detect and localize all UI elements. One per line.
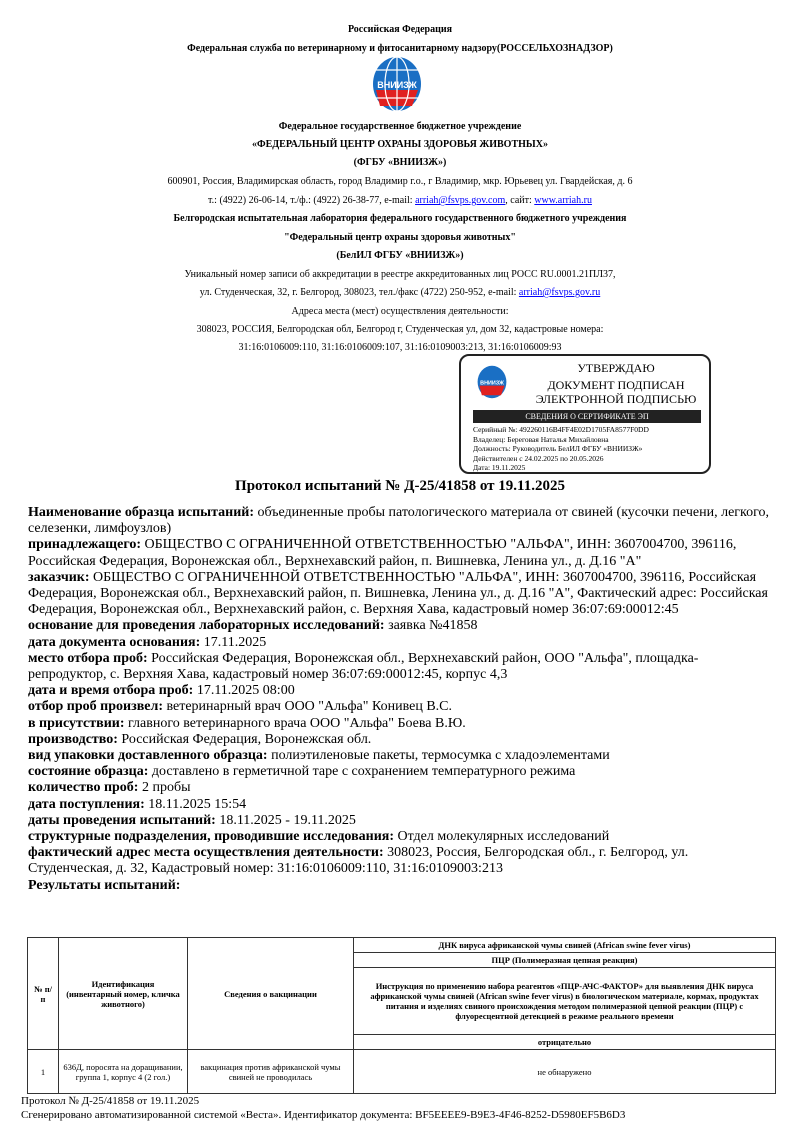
stamp-cert-info bbox=[473, 425, 649, 473]
header-service: Федеральная служба по ветеринарному и фитосанитарному надзору(РОССЕЛЬХОЗНАДЗОР) bbox=[187, 43, 613, 54]
field-value: ОБЩЕСТВО С ОГРАНИЧЕННОЙ ОТВЕТСТВЕННОСТЬЮ "АЛЬФА", ИНН: 3607004700, 396116, Российская Федерация, Воронежская обл., Верхнехавский район, п. Вишневка, Ленина ул., д. Д.16 "А", Фактический адрес: Российская Федерация, Воронежская обл., Верхнехавский район, с. Верхняя Хава, кадастровый номер 36:07:69:00012:45 bbox=[28, 569, 768, 618]
field-label: в присутствии: bbox=[28, 715, 125, 731]
header-address: 600901, Россия, Владимирская область, город Владимир г.о., г Владимир, мкр. Юрьевец ул. Гвардейская, д. 6 bbox=[167, 176, 633, 187]
field-row bbox=[28, 764, 773, 780]
e-signature-stamp bbox=[459, 354, 711, 474]
field-label: производство: bbox=[28, 731, 118, 747]
field-row bbox=[28, 570, 773, 619]
field-row bbox=[28, 683, 773, 699]
field-value: доставлено в герметичной таре с сохранением температурного режима bbox=[148, 764, 576, 780]
cell-result: не обнаружено bbox=[354, 1050, 776, 1094]
header-places-title: Адреса места (мест) осуществления деятельности: bbox=[291, 306, 509, 317]
field-value: 18.11.2025 15:54 bbox=[144, 796, 247, 812]
site-link[interactable]: www.arriah.ru bbox=[534, 195, 592, 206]
field-row bbox=[28, 635, 773, 651]
field-label: принадлежащего: bbox=[28, 537, 141, 553]
stamp-approve: УТВЕРЖДАЮ bbox=[577, 361, 655, 375]
cell-vacc: вакцинация против африканской чумы свиней не проводилась bbox=[188, 1050, 354, 1094]
contacts-text: т.: (4922) 26-06-14, т./ф.: (4922) 26-38-77, e-mail: bbox=[208, 195, 416, 206]
sample-details bbox=[28, 505, 773, 894]
field-row bbox=[28, 699, 773, 715]
col-id-header: Идентификация (инвентарный номер, кличка животного) bbox=[59, 938, 188, 1050]
header-norm: отрицательно bbox=[354, 1035, 776, 1050]
field-value: 308023, Россия, Белгородская обл., г. Белгород, ул. Студенческая, д. 32, Кадастровый номер: 31:16:0106009:110, 31:16:0109003:213 bbox=[28, 845, 689, 877]
field-value: 18.11.2025 - 19.11.2025 bbox=[215, 812, 356, 828]
field-label: Результаты испытаний: bbox=[28, 877, 181, 893]
header-method: ПЦР (Полимеразная цепная реакция) bbox=[354, 953, 776, 968]
svg-text:ВНИИЗЖ: ВНИИЗЖ bbox=[377, 80, 417, 90]
cell-no: 1 bbox=[28, 1050, 59, 1094]
header-cadastral: 31:16:0106009:110, 31:16:0106009:107, 31:16:0109003:213, 31:16:0106009:93 bbox=[238, 342, 562, 353]
field-label: заказчик: bbox=[28, 569, 90, 585]
field-row bbox=[28, 505, 773, 537]
stamp-serial: Серийный №: 492260116B4FF4E02D1705FA8577F0DD bbox=[473, 425, 649, 434]
footer-protocol: Протокол № Д-25/41858 от 19.11.2025 bbox=[21, 1095, 200, 1107]
lab-contacts-text: ул. Студенческая, 32, г. Белгород, 308023, тел./факс (4722) 250-952, e-mail: bbox=[199, 287, 519, 298]
field-label: состояние образца: bbox=[28, 764, 149, 780]
cell-id: 636Д, поросята на доращивании, группа 1, корпус 4 (2 гол.) bbox=[59, 1050, 188, 1094]
stamp-signed-line1: ДОКУМЕНТ ПОДПИСАН bbox=[547, 378, 685, 392]
header-lab-contacts bbox=[0, 287, 800, 298]
vniizzh-logo bbox=[362, 56, 432, 112]
results-table bbox=[27, 937, 776, 1094]
contacts-text: , сайт: bbox=[505, 195, 535, 206]
header-institution-name: «ФЕДЕРАЛЬНЫЙ ЦЕНТР ОХРАНЫ ЗДОРОВЬЯ ЖИВОТНЫХ» bbox=[252, 139, 548, 150]
field-value: Российская Федерация, Воронежская обл., Верхнехавский район, ООО "Альфа", площадка-репродуктор, с. Верхняя Хава, кадастровый номер 36:07:69:00012:45, корпус 4,3 bbox=[28, 650, 699, 683]
field-value: 2 пробы bbox=[138, 780, 191, 796]
footer-generated: Сгенерировано автоматизированной системой «Веста». Идентификатор документа: BF5EEEE9-B9E3-4F46-8252-D5980EF5B6D3 bbox=[21, 1109, 626, 1121]
header-lab-abbr: (БелИЛ ФГБУ «ВНИИЗЖ») bbox=[336, 250, 464, 261]
field-row bbox=[28, 813, 773, 829]
field-row bbox=[28, 845, 773, 877]
header-accreditation: Уникальный номер записи об аккредитации в реестре аккредитованных лиц РОСС RU.0001.21ПЛ37, bbox=[184, 269, 616, 280]
stamp-date: Дата: 19.11.2025 bbox=[473, 463, 526, 472]
field-row bbox=[28, 716, 773, 732]
field-label: отбор проб произвел: bbox=[28, 699, 163, 715]
email-link[interactable]: arriah@fsvps.gov.com bbox=[415, 195, 506, 206]
field-label: количество проб: bbox=[28, 780, 139, 796]
col-no-header: № п/п bbox=[28, 938, 59, 1050]
svg-text:ВНИИЗЖ: ВНИИЗЖ bbox=[480, 380, 504, 387]
stamp-logo bbox=[471, 362, 513, 402]
stamp-owner: Владелец: Береговая Наталья Михайловна bbox=[473, 434, 609, 444]
field-label: вид упаковки доставленного образца: bbox=[28, 748, 268, 764]
field-value: Отдел молекулярных исследований bbox=[394, 829, 610, 845]
stamp-cert-header: СВЕДЕНИЯ О СЕРТИФИКАТЕ ЭП bbox=[473, 410, 701, 423]
field-label: основание для проведения лабораторных исследований: bbox=[28, 618, 385, 634]
field-label: дата поступления: bbox=[28, 796, 145, 812]
field-value: 17.11.2025 08:00 bbox=[193, 683, 295, 699]
field-label: фактический адрес места осуществления деятельности: bbox=[28, 845, 384, 861]
field-row bbox=[28, 829, 773, 845]
field-row bbox=[28, 780, 773, 796]
page-footer bbox=[21, 1094, 625, 1122]
header-lab: Белгородская испытательная лаборатория федерального государственного бюджетного учреждения bbox=[173, 213, 627, 224]
field-row bbox=[28, 732, 773, 748]
stamp-valid: Действителен с 24.02.2025 по 20.05.2026 bbox=[473, 453, 604, 463]
header-contacts bbox=[0, 195, 800, 206]
field-label: Наименование образца испытаний: bbox=[28, 505, 254, 520]
lab-email-link[interactable]: arriah@fsvps.gov.ru bbox=[518, 287, 601, 298]
field-value: ОБЩЕСТВО С ОГРАНИЧЕННОЙ ОТВЕТСТВЕННОСТЬЮ "АЛЬФА", ИНН: 3607004700, 396116, Российская Федерация, Воронежская обл., Верхнехавский район, п. Вишневка, Ленина ул., д. Д.16 "А" bbox=[28, 537, 737, 569]
header-institution-type: Федеральное государственное бюджетное учреждение bbox=[278, 121, 522, 132]
header-target: ДНК вируса африканской чумы свиней (African swine fever virus) bbox=[354, 938, 776, 953]
protocol-title: Протокол испытаний № Д-25/41858 от 19.11.2025 bbox=[235, 478, 565, 494]
field-label: структурные подразделения, проводившие исследования: bbox=[28, 829, 395, 845]
header-institution-abbr: (ФГБУ «ВНИИЗЖ») bbox=[353, 157, 447, 168]
field-value: Российская Федерация, Воронежская обл. bbox=[117, 731, 372, 747]
field-label: дата и время отбора проб: bbox=[28, 683, 194, 699]
field-value: 17.11.2025 bbox=[200, 634, 267, 650]
field-row bbox=[28, 797, 773, 813]
field-row bbox=[28, 651, 773, 683]
field-label: даты проведения испытаний: bbox=[28, 812, 216, 828]
header-lab-name: "Федеральный центр охраны здоровья животных" bbox=[284, 232, 516, 243]
field-value: полиэтиленовые пакеты, термосумка с хладоэлементами bbox=[267, 748, 610, 764]
stamp-signed-line2: ЭЛЕКТРОННОЙ ПОДПИСЬЮ bbox=[535, 392, 697, 406]
field-value: главного ветеринарного врача ООО "Альфа" Боева В.Ю. bbox=[124, 715, 466, 731]
stamp-position: Должность: Руководитель БелИЛ ФГБУ «ВНИИЗЖ» bbox=[473, 444, 643, 453]
table-row bbox=[28, 1050, 776, 1094]
field-row bbox=[28, 537, 773, 569]
field-value: объединенные пробы патологического материала от свиней (кусочки печени, легкого, селезенки, лимфоузлов) bbox=[28, 505, 770, 537]
field-label: место отбора проб: bbox=[28, 650, 148, 666]
header-instruction: Инструкция по применению набора реагентов «ПЦР-АЧС-ФАКТОР» для выявления ДНК вируса африканской чумы свиней (African swine fever virus) в биологическом материале, кормах, продуктах питания и изделиях свиного происхождения методом полимеразной цепной реакции (ПЦР) с флуоресцентной детекцией в режиме реального времени bbox=[354, 968, 776, 1035]
header-places-address: 308023, РОССИЯ, Белгородская обл, Белгород г, Студенческая ул, дом 32, кадастровые номера: bbox=[196, 324, 604, 335]
field-row bbox=[28, 618, 773, 634]
field-row bbox=[28, 748, 773, 764]
col-vacc-header: Сведения о вакцинации bbox=[188, 938, 354, 1050]
field-row bbox=[28, 878, 773, 894]
field-label: дата документа основания: bbox=[28, 634, 201, 650]
field-value: ветеринарный врач ООО "Альфа" Конивец В.С. bbox=[162, 699, 453, 715]
header-country: Российская Федерация bbox=[347, 24, 453, 35]
field-value: заявка №41858 bbox=[384, 618, 478, 634]
